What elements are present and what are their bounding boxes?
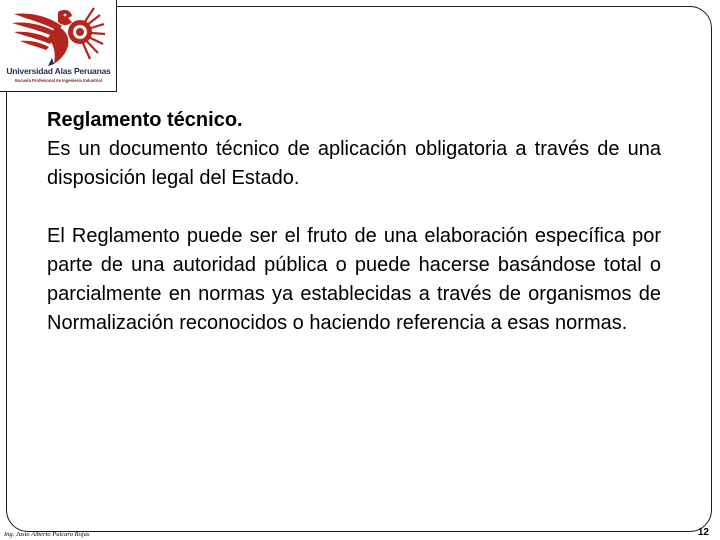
section-heading: Reglamento técnico.: [47, 109, 243, 131]
logo-university-name: Universidad Alas Peruanas: [6, 66, 111, 76]
eagle-head: [58, 10, 72, 25]
definition-paragraph: Es un documento técnico de aplicación obligatoria a través de una disposición legal del Estado.: [47, 138, 661, 189]
page-number: 12: [697, 527, 709, 538]
winged-eagle-sun-emblem-icon: [8, 4, 108, 66]
explanation-paragraph: El Reglamento puede ser el fruto de una elaboración específica por parte de una autoridad pública o puede hacerse basándose total o parcialmente en normas ya establecidas a través de organismos de Normalización reconocidos o haciendo referencia a esas normas.: [47, 225, 661, 334]
logo-tagline: Escuela Profesional de Ingeniería Industrial: [15, 78, 102, 83]
slide-content: [47, 106, 661, 338]
university-logo: [0, 0, 117, 92]
footer-author: Ing. Justo Alberto Pulcaro Rojas: [4, 531, 90, 538]
